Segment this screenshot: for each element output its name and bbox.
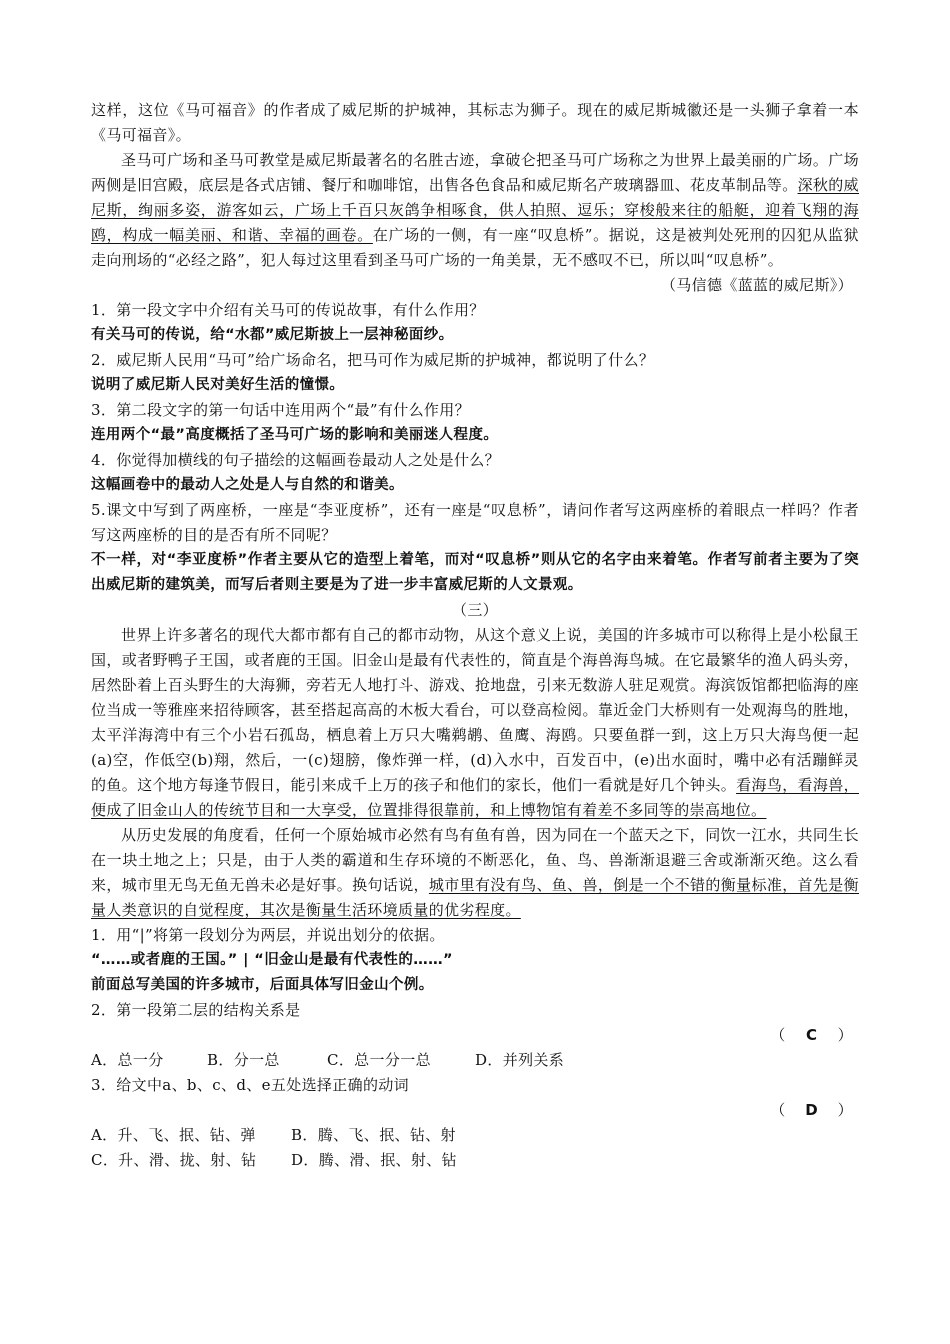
section3-answer-1b: 前面总写美国的许多城市，后面具体写旧金山个例。	[91, 977, 434, 993]
section3-paragraph-2	[91, 823, 859, 923]
answer-5: 不一样，对“李亚度桥”作者主要从它的造型上着笔，而对“叹息桥”则从它的名字由来着笔。作者写前者主要为了突出威尼斯的建筑美，而写后者则主要是为了进一步丰富威尼斯的人文景观。	[91, 552, 859, 593]
option-d: D．腾、滑、抿、射、钻	[291, 1151, 457, 1169]
section3-paragraph-1	[91, 623, 859, 823]
section3-question-3: 3．给文中a、b、c、d、e五处选择正确的动词	[91, 1076, 410, 1094]
bracket-close: ）	[837, 1026, 853, 1044]
intro-paragraph-1: 这样，这位《马可福音》的作者成了威尼斯的护城神，其标志为狮子。现在的威尼斯城徽还是一头狮子拿着一本《马可福音》。	[91, 101, 859, 144]
section3-question-2: 2．第一段第二层的结构关系是	[91, 1001, 301, 1019]
paragraph-text: 从历史发展的角度看，任何一个原始城市必然有鸟有鱼有兽，因为同在一个蓝天之下，同饮一江水，共同生长在一块土地之上；只是，由于人类的霸道和生存环境的不断恶化，鱼、鸟、兽渐渐退避三舍或渐渐灭绝。这么看来，城市里无鸟无鱼无兽未必是好事。换句话说，	[91, 826, 859, 894]
underlined-sentence: 看海鸟，看海兽，便成了旧金山人的传统节目和一大享受，位置排得很靠前，和上博物馆有着差不多同等的崇高地位。	[91, 776, 859, 819]
answer-2: 说明了威尼斯人民对美好生活的憧憬。	[91, 377, 345, 393]
answer-bracket-2	[91, 1023, 853, 1048]
section3-question-1: 1．用“|”将第一段划分为两层，并说出划分的依据。	[91, 926, 445, 944]
intro-paragraph-2	[91, 148, 859, 273]
option-c: C．升、滑、拢、射、钻	[91, 1151, 257, 1169]
answer-bracket-3	[91, 1098, 853, 1123]
options-row	[91, 1123, 859, 1148]
document-content	[91, 98, 859, 1173]
paragraph-text: 世界上许多著名的现代大都市都有自己的都市动物，从这个意义上说，美国的许多城市可以称得上是小松鼠王国，或者野鸭子王国，或者鹿的王国。旧金山是最有代表性的，简直是个海兽海鸟城。在它最繁华的渔人码头旁，居然卧着上百头野生的大海狮，旁若无人地打斗、游戏、抢地盘，引来无数游人驻足观赏。海滨饭馆都把临海的座位当成一等雅座来招待顾客，甚至搭起高高的木板大看台，可以登高检阅。靠近金门大桥则有一处观海鸟的胜地，太平洋海湾中有三个小岩石孤岛，栖息着上万只大嘴鹈鹕、鱼鹰、海鸥。只要鱼群一到，这上万只大海鸟便一起(a)空，作低空(b)翔，然后，一(c)翅膀，像炸弹一样，(d)入水中，百发百中，(e)出水面时，嘴中必有活蹦鲜灵的鱼。这个地方每逢节假日，能引来成千上万的孩子和他们的家长，他们一看就是好几个钟头。	[91, 626, 859, 794]
options-row	[91, 1048, 859, 1073]
section-heading: （三）	[451, 601, 499, 619]
bracket-open: （	[770, 1101, 786, 1119]
option-a: A．总一分	[91, 1051, 164, 1069]
option-b: B．分一总	[207, 1051, 280, 1069]
underlined-sentence: 深秋的威尼斯，绚丽多姿，游客如云，广场上千百只灰鸽争相啄食，供人拍照、逗乐；穿梭般来往的船艇，迎着飞翔的海鸥，构成一幅美丽、和谐、幸福的画卷。	[91, 176, 859, 244]
question-3: 3．第二段文字的第一句话中连用两个“最”有什么作用？	[91, 401, 470, 419]
option-c: C．总一分一总	[327, 1051, 431, 1069]
option-d: D．并列关系	[475, 1051, 565, 1069]
paragraph-text: 圣马可广场和圣马可教堂是威尼斯最著名的名胜古迹，拿破仑把圣马可广场称之为世界上最美丽的广场。广场两侧是旧宫殿，底层是各式店铺、餐厅和咖啡馆，出售各色食品和威尼斯名产玻璃器皿、花皮革制品等。	[91, 151, 859, 194]
question-4: 4．你觉得加横线的句子描绘的这幅画卷最动人之处是什么？	[91, 451, 500, 469]
underlined-sentence: 城市里有没有鸟、鱼、兽，倒是一个不错的衡量标准，首先是衡量人类意识的自觉程度，其次是衡量生活环境质量的优劣程度。	[91, 876, 859, 919]
option-b: B．腾、飞、抿、钻、射	[291, 1126, 456, 1144]
answer-1: 有关马可的传说，给“水都”威尼斯披上一层神秘面纱。	[91, 327, 454, 343]
bracket-close: ）	[837, 1101, 853, 1119]
options-row	[91, 1148, 859, 1173]
answer-3: 连用两个“最”高度概括了圣马可广场的影响和美丽迷人程度。	[91, 427, 499, 443]
question-5: 5.课文中写到了两座桥，一座是“李亚度桥”，还有一座是“叹息桥”，请问作者写这两座桥的着眼点一样吗？作者写这两座桥的目的是否有所不同呢？	[91, 501, 859, 544]
bracket-open: （	[770, 1026, 786, 1044]
answer-letter: D	[805, 1101, 819, 1119]
source-citation: （马信德《蓝蓝的威尼斯》）	[660, 276, 853, 294]
question-2: 2．威尼斯人民用“马可”给广场命名，把马可作为威尼斯的护城神，都说明了什么？	[91, 351, 655, 369]
option-a: A．升、飞、抿、钻、弹	[91, 1126, 256, 1144]
answer-letter: C	[805, 1026, 818, 1044]
answer-4: 这幅画卷中的最动人之处是人与自然的和谐美。	[91, 477, 404, 493]
question-1: 1．第一段文字中介绍有关马可的传说故事，有什么作用？	[91, 301, 485, 319]
paragraph-text: 在广场的一侧，有一座“叹息桥”。据说，这是被判处死刑的囚犯从监狱走向刑场的“必经之路”，犯人每过这里看到圣马可广场的一角美景，无不感叹不已，所以叫“叹息桥”。	[91, 226, 859, 269]
section3-answer-1a: “……或者鹿的王国。” | “旧金山是最有代表性的……”	[91, 952, 453, 968]
